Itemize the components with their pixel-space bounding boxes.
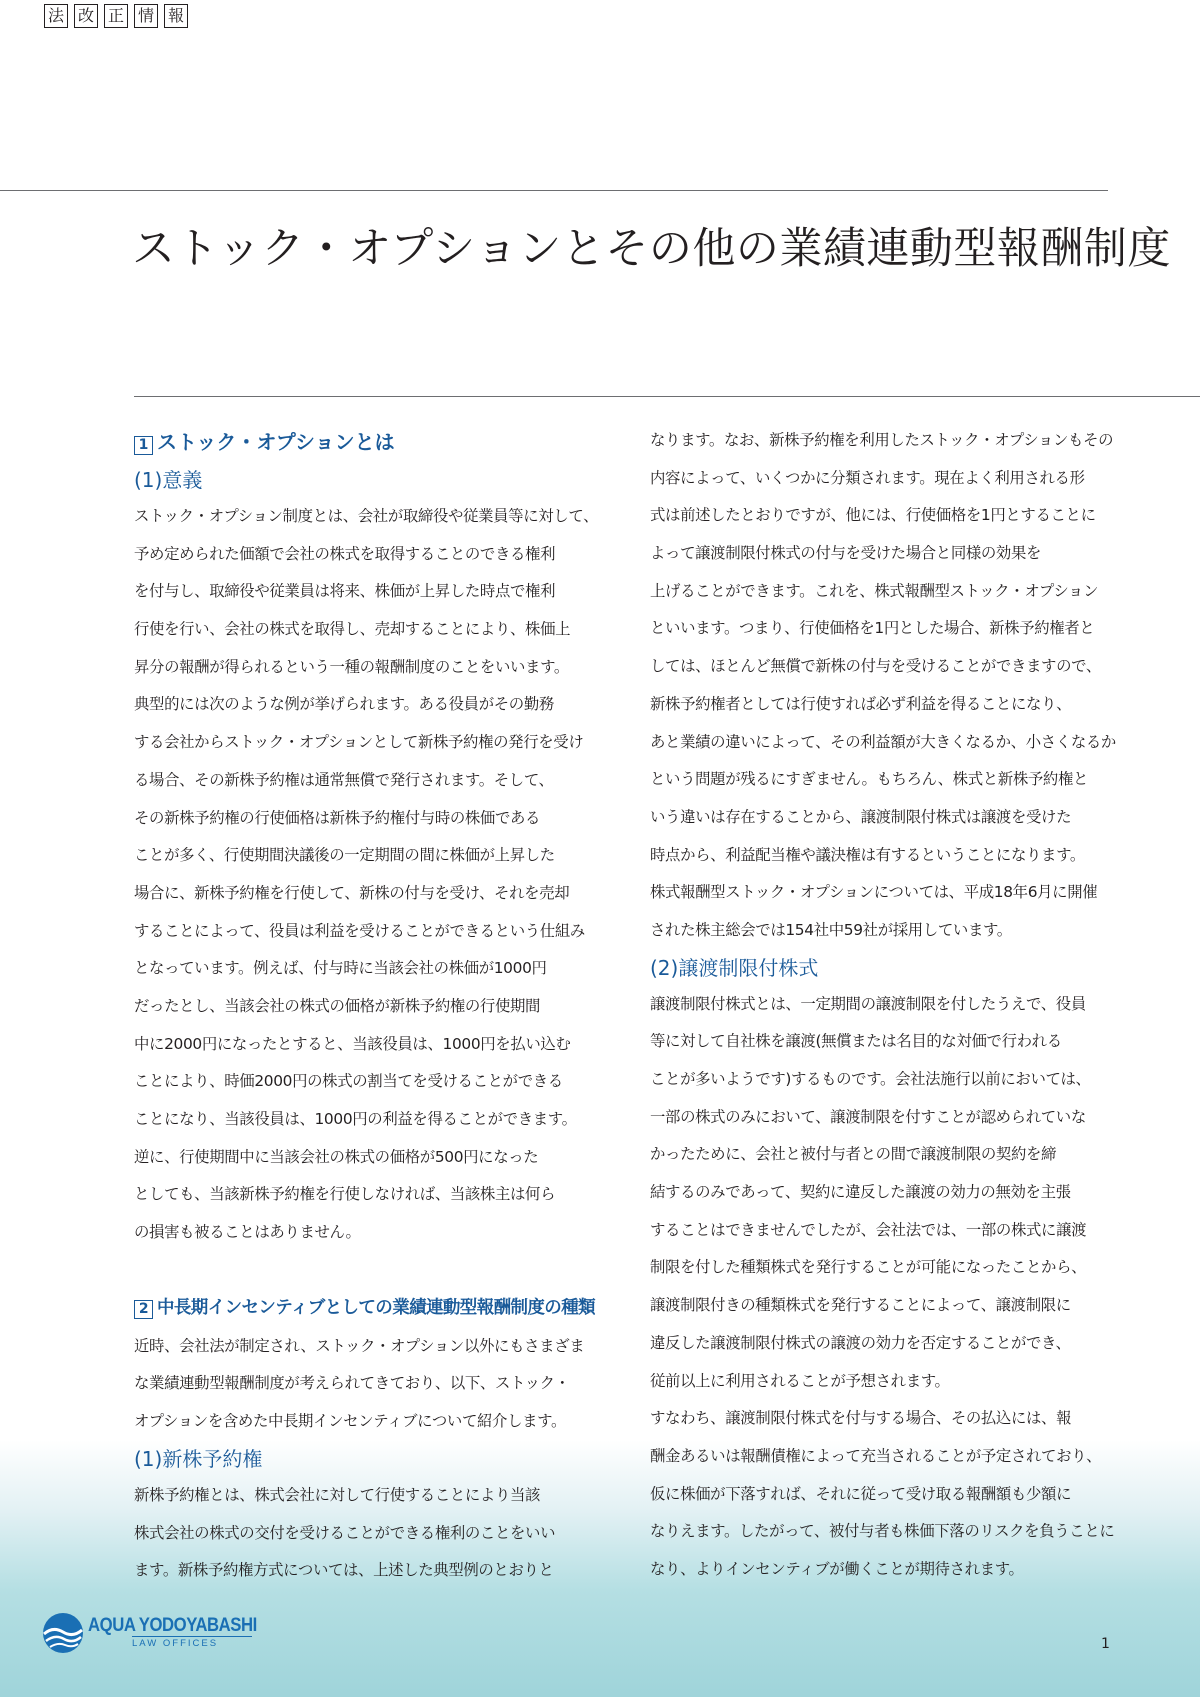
paragraph-restricted-stock-2 (650, 1400, 1115, 1588)
text-line: 譲渡制限付株式とは、一定期間の譲渡制限を付したうえで、役員 (650, 994, 1086, 1013)
text-line: あと業績の違いによって、その利益額が大きくなるか、小さくなるか (650, 732, 1116, 751)
category-tag-char: 正 (104, 4, 128, 28)
text-line: となっています。例えば、付与時に当該会社の株価が1000円 (134, 959, 547, 978)
text-line: 場合に、新株予約権を行使して、新株の付与を受け、それを売却 (134, 883, 570, 902)
text-line: 新株予約権者としては行使すれば必ず利益を得ることになり、 (650, 694, 1072, 713)
category-tag-char: 報 (164, 4, 188, 28)
text-line: することはできませんでしたが、会社法では、一部の株式に譲渡 (650, 1220, 1087, 1239)
text-line: オプションを含めた中長期インセンティブについて紹介します。 (134, 1412, 567, 1431)
logo-subtitle: LAW OFFICES (132, 1636, 252, 1650)
top-divider (0, 190, 1108, 191)
text-line: 新株予約権とは、株式会社に対して行使することにより当該 (134, 1485, 541, 1504)
text-line: なりえます。したがって、被付与者も株価下落のリスクを負うことに (650, 1522, 1115, 1541)
paragraph-continued (650, 422, 1116, 950)
text-line: かったために、会社と被付与者との間で譲渡制限の契約を締 (650, 1145, 1057, 1164)
text-line: することによって、役員は利益を受けることができるという仕組み (134, 921, 585, 940)
text-line: なり、よりインセンティブが働くことが期待されます。 (650, 1559, 1024, 1578)
text-line: 一部の株式のみにおいて、譲渡制限を付すことが認められていな (650, 1107, 1086, 1126)
text-line: 行使を行い、会社の株式を取得し、売却することにより、株価上 (134, 620, 571, 639)
text-line: ことが多いようです)するものです。会社法施行以前においては、 (650, 1070, 1091, 1088)
text-line: 逆に、行使期間中に当該会社の株式の価格が500円になった (134, 1147, 539, 1166)
text-line: その新株予約権の行使価格は新株予約権付与時の株価である (134, 808, 541, 827)
category-tag (44, 4, 188, 28)
text-line: なります。なお、新株予約権を利用したストック・オプションもその (650, 431, 1114, 449)
text-line: だったとし、当該会社の株式の価格が新株予約権の行使期間 (134, 996, 541, 1015)
text-line: ストック・オプション制度とは、会社が取締役や従業員等に対して、 (134, 507, 599, 525)
paragraph-restricted-stock (650, 986, 1110, 1401)
text-line: 譲渡制限付きの種類株式を発行することによって、譲渡制限に (650, 1296, 1071, 1315)
text-line: る場合、その新株予約権は通常無償で発行されます。そして、 (134, 770, 554, 789)
right-column (650, 422, 1116, 1589)
text-line: ことになり、当該役員は、1000円の利益を得ることができます。 (134, 1110, 577, 1128)
text-line: ことが多く、行使期間決議後の一定期間の間に株価が上昇した (134, 846, 555, 865)
title-divider (134, 396, 1200, 397)
text-line: 予め定められた価額で会社の株式を取得することのできる権利 (134, 544, 556, 563)
text-line: された株主総会では154社中59社が採用しています。 (650, 920, 1012, 939)
text-line: 昇分の報酬が得られるという一種の報酬制度のことをいいます。 (134, 657, 569, 676)
text-line: すなわち、譲渡制限付株式を付与する場合、その払込には、報 (650, 1409, 1072, 1428)
section-spacer (134, 1252, 594, 1288)
page-number: 1 (1101, 1636, 1110, 1652)
wave-logo-icon (42, 1612, 84, 1654)
sub-heading-restricted-stock: (2)譲渡制限付株式 (650, 955, 819, 980)
text-line: よって譲渡制限付株式の付与を受けた場合と同様の効果を (650, 544, 1042, 563)
text-line: 内容によって、いくつかに分類されます。現在よく利用される形 (650, 468, 1085, 487)
section-heading-text: ストック・オプションとは (157, 430, 395, 454)
text-line: 制限を付した種類株式を発行することが可能になったことから、 (650, 1258, 1087, 1277)
text-line: という問題が残るにすぎません。もちろん、株式と新株予約権と (650, 770, 1089, 789)
paragraph-stock-acquisition-rights (134, 1477, 594, 1590)
text-line: ます。新株予約権方式については、上述した典型例のとおりと (134, 1561, 554, 1580)
text-line: ことにより、時価2000円の株式の割当てを受けることができる (134, 1072, 563, 1091)
sub-heading-meaning: (1)意義 (134, 468, 203, 492)
paragraph-intro (134, 1328, 594, 1441)
text-line: 酬金あるいは報酬債権によって充当されることが予定されており、 (650, 1446, 1102, 1465)
paragraph-meaning (134, 498, 599, 1252)
text-line: 典型的には次のような例が挙げられます。ある役員がその勤務 (134, 695, 554, 714)
text-line: 株式会社の株式の交付を受けることができる権利のことをいい (134, 1523, 556, 1542)
text-line: 上げることができます。これを、株式報酬型ストック・オプション (650, 581, 1099, 600)
text-line: 等に対して自社株を譲渡(無償または名目的な対価で行われる (650, 1032, 1062, 1051)
page-title: ストック・オプションとその他の業績連動型報酬制度 (132, 224, 1171, 274)
text-line: いう違いは存在することから、譲渡制限付株式は譲渡を受けた (650, 807, 1072, 826)
category-tag-char: 改 (74, 4, 98, 28)
text-line: 従前以上に利用されることが予想されます。 (650, 1371, 950, 1390)
text-line: としても、当該新株予約権を行使しなければ、当該株主は何ら (134, 1185, 556, 1204)
section-number-box: 2 (134, 1300, 153, 1319)
text-line: 違反した譲渡制限付株式の譲渡の効力を否定することができ、 (650, 1333, 1071, 1352)
section-heading-1 (134, 422, 594, 462)
section-heading-2 (134, 1288, 594, 1328)
category-tag-char: 法 (44, 4, 68, 28)
section-heading-text: 中長期インセンティブとしての業績連動型報酬制度の種類 (157, 1297, 595, 1318)
text-line: しては、ほとんど無償で新株の付与を受けることができますので、 (650, 657, 1101, 676)
text-line: 株式報酬型ストック・オプションについては、平成18年6月に開催 (650, 883, 1098, 902)
text-line: 時点から、利益配当権や議決権は有するということになります。 (650, 845, 1085, 864)
text-line: 結するのみであって、契約に違反した譲渡の効力の無効を主張 (650, 1183, 1071, 1202)
left-column (134, 422, 599, 1590)
text-line: する会社からストック・オプションとして新株予約権の発行を受け (134, 733, 584, 752)
logo-firm-name: AQUA YODOYABASHI (88, 1615, 257, 1636)
text-line: といいます。つまり、行使価格を1円とした場合、新株予約権者と (650, 619, 1095, 638)
category-tag-char: 情 (134, 4, 158, 28)
text-line: 式は前述したとおりですが、他には、行使価格を1円とすることに (650, 506, 1096, 525)
text-line: 仮に株価が下落すれば、それに従って受け取る報酬額も少額に (650, 1484, 1072, 1503)
firm-logo (42, 1612, 280, 1654)
sub-heading-stock-acquisition-rights: (1)新株予約権 (134, 1446, 263, 1471)
text-line: 中に2000円になったとすると、当該役員は、1000円を払い込む (134, 1034, 571, 1053)
section-number-box: 1 (134, 436, 153, 455)
logo-text (88, 1616, 280, 1650)
text-line: を付与し、取締役や従業員は将来、株価が上昇した時点で権利 (134, 582, 556, 601)
text-line: な業績連動型報酬制度が考えられてきており、以下、ストック・ (134, 1374, 570, 1393)
text-line: 近時、会社法が制定され、ストック・オプション以外にもさまざま (134, 1336, 585, 1355)
text-line: の損害も被ることはありません。 (134, 1223, 361, 1242)
